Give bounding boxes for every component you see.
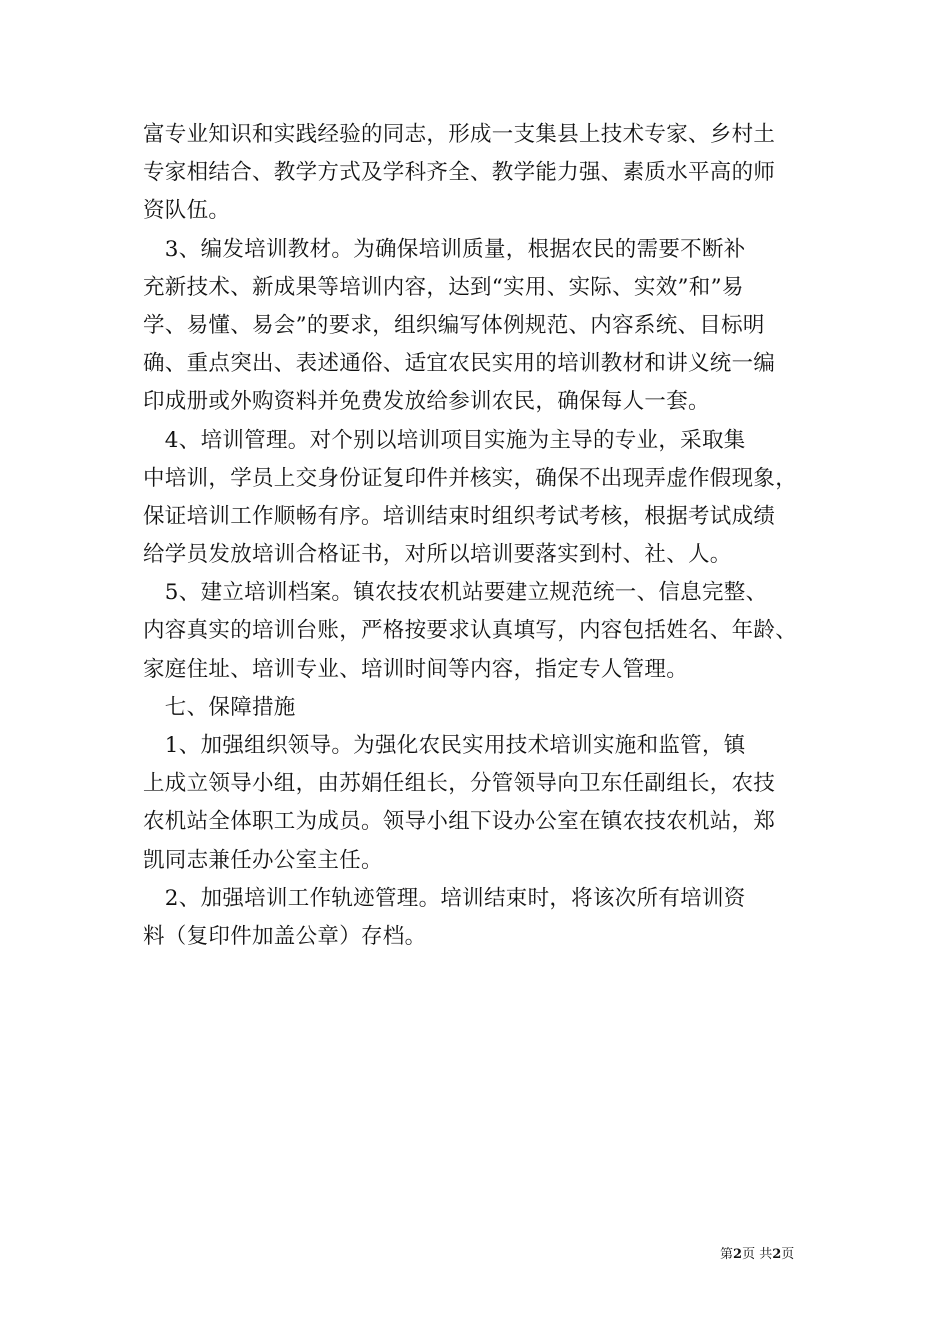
text-line: 充新技术、新成果等培训内容，达到“实用、实际、实效”和”易 xyxy=(143,274,744,300)
text-line: 上成立领导小组，由苏娟任组长，分管领导向卫东任副组长，农技 xyxy=(143,771,776,797)
footer-middle: 页 共 xyxy=(742,1247,773,1262)
text-line: 资队伍。 xyxy=(143,198,231,224)
text-line: 料（复印件加盖公章）存档。 xyxy=(143,923,427,949)
current-page-number: 2 xyxy=(733,1247,743,1262)
text-line: 凯同志兼任办公室主任。 xyxy=(143,847,383,873)
text-line: 5、建立培训档案。镇农技农机站要建立规范统一、信息完整、 xyxy=(143,580,768,606)
text-line: 保证培训工作顺畅有序。培训结束时组织考试考核，根据考试成绩 xyxy=(143,503,776,529)
text-line: 学、易懂、易会”的要求，组织编写体例规范、内容系统、目标明 xyxy=(143,312,765,338)
text-line: 农机站全体职工为成员。领导小组下设办公室在镇农技农机站，郑 xyxy=(143,809,776,835)
text-line: 富专业知识和实践经验的同志，形成一支集县上技术专家、乡村土 xyxy=(143,122,776,147)
text-line: 1、加强组织领导。为强化农民实用技术培训实施和监管，镇 xyxy=(143,733,746,758)
document-body xyxy=(143,116,823,956)
text-line: 4、培训管理。对个别以培训项目实施为主导的专业，采取集 xyxy=(143,427,746,453)
page-footer xyxy=(720,1247,794,1263)
text-line: 中培训，学员上交身份证复印件并核实，确保不出现弄虚作假现象， xyxy=(143,465,798,491)
text-line: 3、编发培训教材。为确保培训质量，根据农民的需要不断补 xyxy=(143,236,746,262)
section-heading: 七、保障措施 xyxy=(143,694,296,720)
footer-suffix: 页 xyxy=(781,1247,795,1262)
text-line: 家庭住址、培训专业、培训时间等内容，指定专人管理。 xyxy=(143,656,689,682)
text-line: 2、加强培训工作轨迹管理。培训结束时，将该次所有培训资 xyxy=(143,885,746,911)
footer-prefix: 第 xyxy=(720,1247,734,1262)
total-page-number: 2 xyxy=(772,1247,782,1262)
text-line: 印成册或外购资料并免费发放给参训农民，确保每人一套。 xyxy=(143,389,710,415)
text-line: 专家相结合、教学方式及学科齐全、教学能力强、素质水平高的师 xyxy=(143,160,776,186)
text-line: 确、重点突出、表述通俗、适宜农民实用的培训教材和讲义统一编 xyxy=(143,351,776,377)
text-line: 给学员发放培训合格证书，对所以培训要落实到村、社、人。 xyxy=(143,542,732,568)
text-line: 内容真实的培训台账，严格按要求认真填写，内容包括姓名、年龄、 xyxy=(143,618,798,644)
